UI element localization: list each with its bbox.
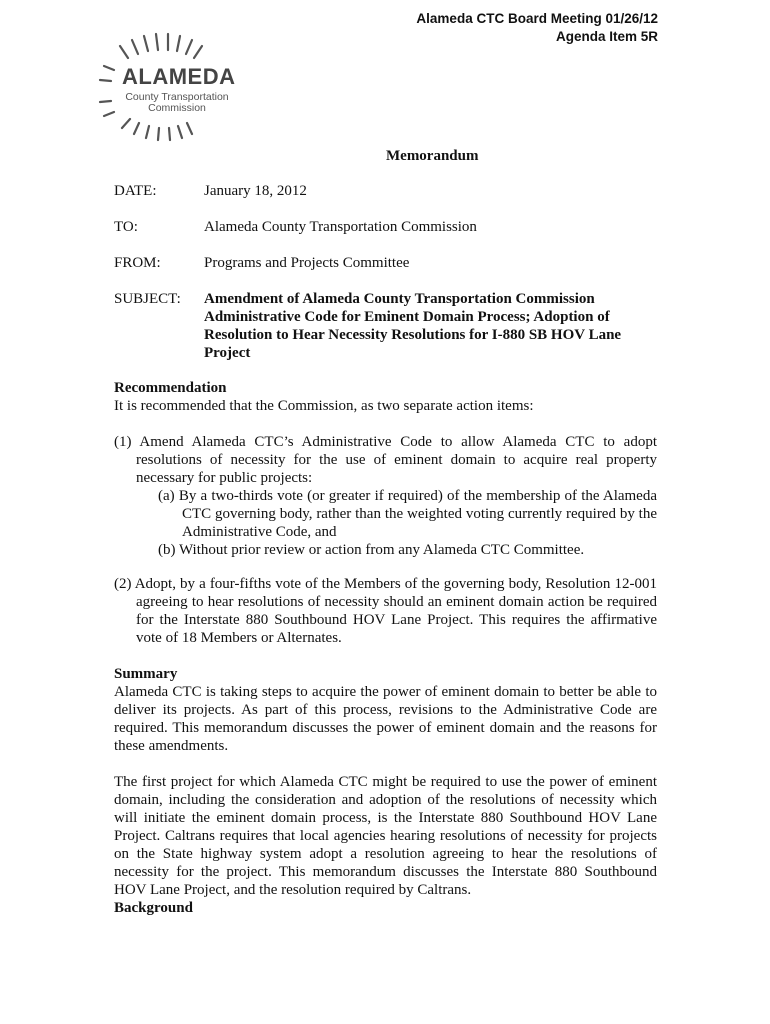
document-header [416, 10, 658, 46]
logo-name: ALAMEDA [122, 64, 236, 89]
memo-title: Memorandum [386, 148, 479, 164]
meeting-line: Alameda CTC Board Meeting 01/26/12 [416, 11, 658, 26]
item-1a-text: (a) By a two-thirds vote (or greater if required) of the membership of the Alameda CTC governing body, rather than the weighted voting currently required by the Administrative Code, and [158, 488, 657, 540]
subject-value: Amendment of Alameda County Transportation Commission Administrative Code for Eminent Domain Process; Adoption of Resolution to Hear Necessity Resolutions for I-880 SB HOV Lane Project [204, 291, 622, 361]
summary-heading: Summary [114, 666, 178, 682]
recommendation-item-2 [114, 575, 657, 647]
alameda-ctc-logo [92, 24, 237, 152]
item-2-text: (2) Adopt, by a four-fifths vote of the Members of the governing body, Resolution 12-001 agreeing to hear resolutions of necessity should an eminent domain action be required for the Interstate 880 Southbound HOV Lane Project. This requires the affirmative vote of 18 Members or Alternates. [114, 576, 657, 646]
recommendation-section [114, 379, 657, 415]
item-1-text: (1) Amend Alameda CTC’s Administrative Code to allow Alameda CTC to adopt resolutions of necessity for the use of eminent domain to acquire real property necessary for public projects: [114, 434, 657, 486]
summary-paragraph-2: The first project for which Alameda CTC might be required to use the power of eminent domain, including the consideration and adoption of the resolutions of necessity which will initiate the eminent domain process, is the Interstate 880 Southbound HOV Lane Project. Caltrans requires that local agencies hearing resolutions of necessity for projects on the State highway system adopt a resolution agreeing to hear the resolutions of necessity for the project. This memorandum discusses the Interstate 880 Southbound HOV Lane Project, and the resolution required by Caltrans. [114, 774, 657, 898]
summary-paragraph-2-block [114, 773, 657, 917]
to-value: Alameda County Transportation Commission [204, 219, 477, 235]
date-value: January 18, 2012 [204, 183, 307, 199]
recommendation-item-1 [114, 433, 657, 559]
from-label: FROM: [114, 255, 161, 271]
logo-sub-line1: County Transportation [125, 91, 229, 103]
to-label: TO: [114, 219, 138, 235]
logo-sub-line2: Commission [148, 102, 206, 114]
recommendation-intro: It is recommended that the Commission, as two separate action items: [114, 398, 534, 414]
from-value: Programs and Projects Committee [204, 255, 410, 271]
item-1b-text: (b) Without prior review or action from any Alameda CTC Committee. [158, 542, 585, 558]
agenda-item-line: Agenda Item 5R [555, 29, 658, 44]
subject-label: SUBJECT: [114, 291, 181, 307]
date-label: DATE: [114, 183, 157, 199]
summary-section [114, 665, 657, 755]
logo-subtitle [122, 92, 232, 114]
recommendation-heading: Recommendation [114, 380, 227, 396]
background-heading: Background [114, 900, 193, 916]
summary-paragraph-1: Alameda CTC is taking steps to acquire the power of eminent domain to better be able to deliver its projects. As part of this process, revisions to the Administrative Code are required. This memorandum discusses the power of eminent domain and the reasons for these amendments. [114, 684, 657, 754]
